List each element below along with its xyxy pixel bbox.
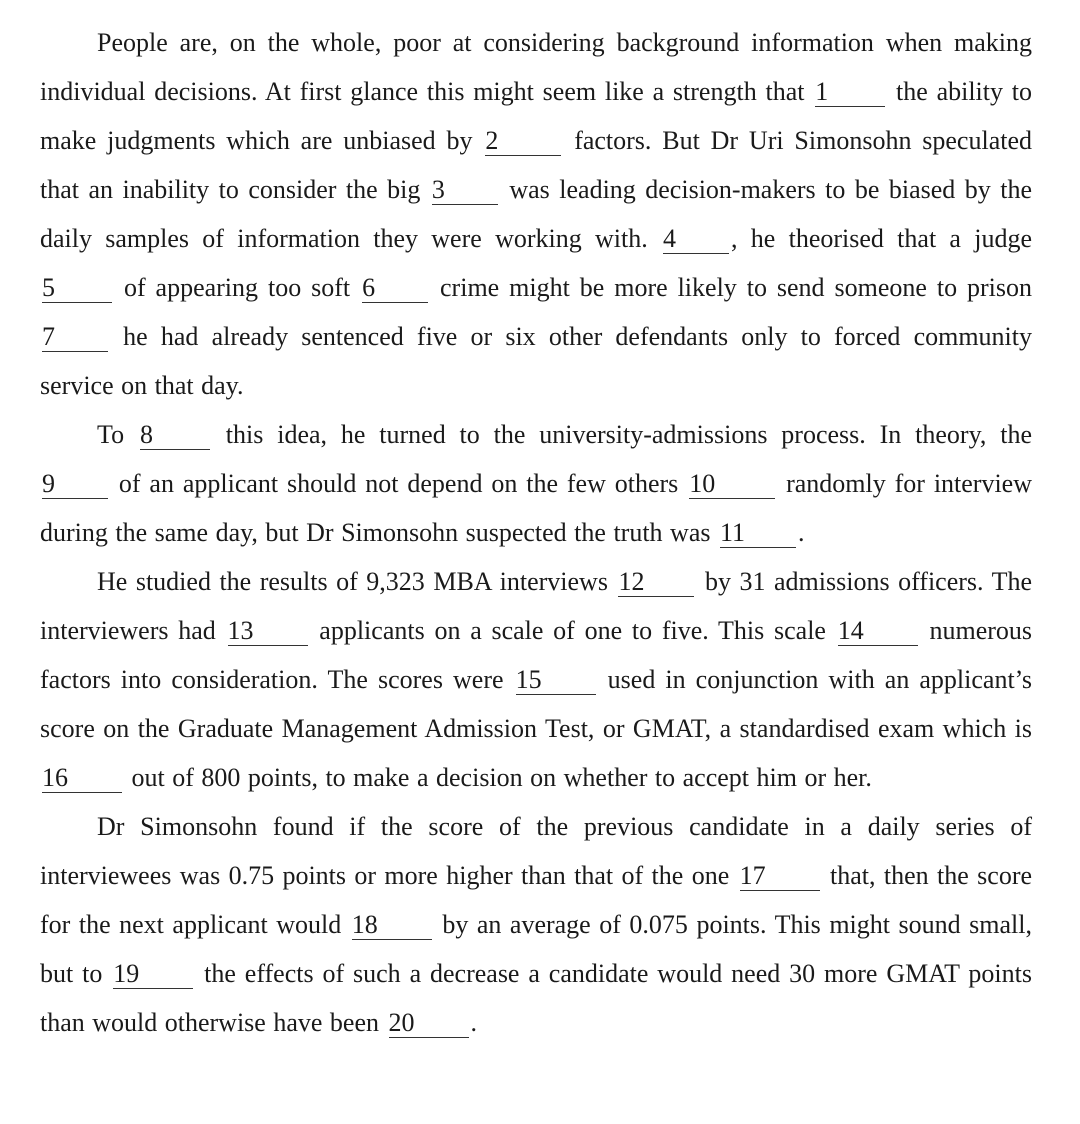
blank-1: 1	[815, 78, 885, 107]
text: .	[470, 1008, 478, 1037]
text: out of 800 points, to make a decision on whether to accept him or her.	[131, 763, 872, 792]
blank-5: 5	[42, 274, 112, 303]
paragraph-3	[40, 557, 1032, 802]
blank-19: 19	[113, 960, 193, 989]
blank-15: 15	[516, 666, 596, 695]
blank-3: 3	[432, 176, 498, 205]
text: the effects of such a decrease a candidate would need 30 more GMAT points than would otherwise have been	[40, 959, 1032, 1037]
passage	[40, 18, 1032, 1047]
text: , he theorised that a judge	[731, 224, 1033, 253]
text: of an applicant should not depend on the few others	[118, 469, 679, 498]
paragraph-2	[40, 410, 1032, 557]
blank-13: 13	[228, 617, 308, 646]
blank-12: 12	[618, 568, 694, 597]
blank-11: 11	[720, 519, 796, 548]
text: To	[97, 420, 125, 449]
blank-9: 9	[42, 470, 108, 499]
text: he had already sentenced five or six other defendants only to forced community service on that day.	[40, 322, 1033, 400]
text: of appearing too soft	[123, 273, 351, 302]
blank-8: 8	[140, 421, 210, 450]
text: by 31 admissions officers. The interviewers had	[40, 567, 1032, 645]
text: Dr Simonsohn found if the score of the previous candidate in a daily series of interviewees was 0.75 points or more higher than that of the one	[40, 812, 1032, 890]
blank-10: 10	[689, 470, 775, 499]
text: He studied the results of 9,323 MBA interviews	[97, 567, 608, 596]
text: this idea, he turned to the university-admissions process. In theory, the	[225, 420, 1032, 449]
blank-20: 20	[389, 1009, 469, 1038]
blank-18: 18	[352, 911, 432, 940]
text: applicants on a scale of one to five. This scale	[319, 616, 826, 645]
text: factors. But Dr Uri Simonsohn speculated that an inability to consider the big	[40, 126, 1033, 204]
text: that, then the score for the next applicant would	[40, 861, 1033, 939]
blank-6: 6	[362, 274, 428, 303]
text: used in conjunction with an applicant’s score on the Graduate Management Admission Test, or GMAT, a standardised exam which is	[40, 665, 1033, 743]
blank-4: 4	[663, 225, 729, 254]
paragraph-4	[40, 802, 1032, 1047]
blank-2: 2	[485, 127, 561, 156]
text: randomly for interview during the same day, but Dr Simonsohn suspected the truth was	[40, 469, 1033, 547]
text: numerous factors into consideration. The scores were	[40, 616, 1033, 694]
text: .	[798, 518, 805, 547]
text: crime might be more likely to send someone to prison	[440, 273, 1033, 302]
blank-7: 7	[42, 323, 108, 352]
text: the ability to make judgments which are unbiased by	[40, 77, 1033, 155]
blank-14: 14	[838, 617, 918, 646]
blank-16: 16	[42, 764, 122, 793]
text: by an average of 0.075 points. This might sound small, but to	[40, 910, 1033, 988]
paragraph-1	[40, 18, 1032, 410]
text: People are, on the whole, poor at considering background information when making individual decisions. At first glance this might seem like a strength that	[40, 28, 1032, 106]
blank-17: 17	[740, 862, 820, 891]
text: was leading decision-makers to be biased by the daily samples of information they were working with.	[40, 175, 1033, 253]
